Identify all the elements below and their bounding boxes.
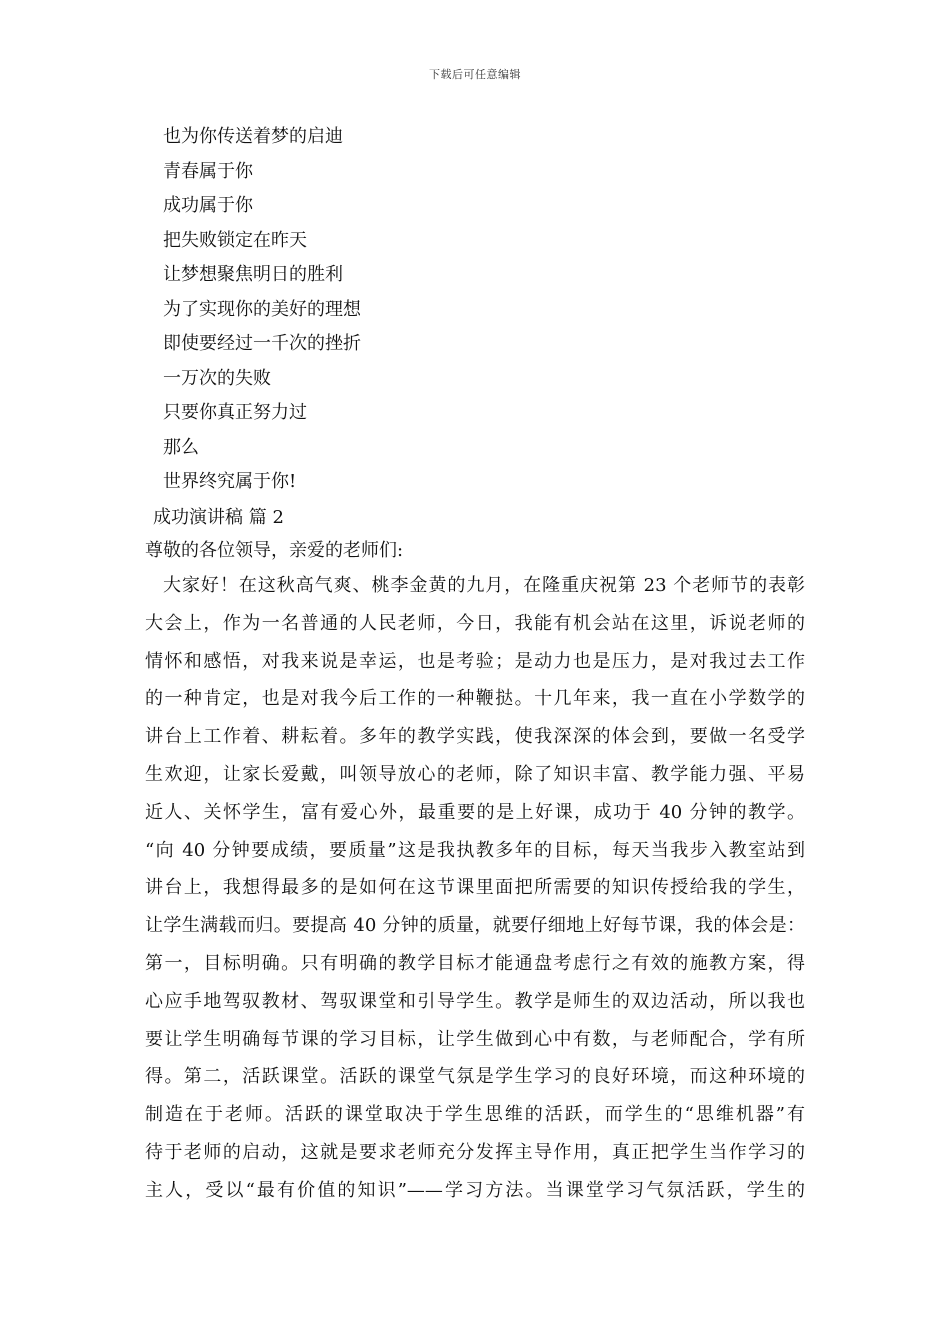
poem-line: 成功属于你 [163, 195, 253, 216]
body-line: 待于老师的启动，这就是要求老师充分发挥主导作用，真正把学生当作学习的 [145, 1141, 805, 1163]
salutation: 尊敬的各位领导，亲爱的老师们: [145, 540, 404, 561]
body-line: 心应手地驾驭教材、驾驭课堂和引导学生。教学是师生的双边活动，所以我也 [145, 990, 805, 1012]
body-line: 制造在于老师。活跃的课堂取决于学生思维的活跃，而学生的“思维机器”有 [145, 1104, 805, 1126]
poem-line: 一万次的失败 [163, 367, 271, 389]
body-line: 大家好！在这秋高气爽、桃李金黄的九月，在隆重庆祝第 23 个老师节的表彰 [163, 575, 805, 596]
body-line: 生欢迎，让家长爱戴，叫领导放心的老师，除了知识丰富、教学能力强、平易 [145, 763, 805, 785]
body-line: 主人，受以“最有价值的知识”——学习方法。当课堂学习气氛活跃，学生的 [145, 1179, 805, 1201]
body-line: “向 40 分钟要成绩，要质量”这是我执教多年的目标，每天当我步入教室站到 [145, 839, 805, 861]
poem-line: 世界终究属于你! [163, 471, 297, 492]
poem-line: 青春属于你 [163, 160, 253, 182]
poem-line: 只要你真正努力过 [163, 402, 307, 423]
poem-line: 即使要经过一千次的挫折 [163, 333, 361, 354]
body-line: 的一种肯定，也是对我今后工作的一种鞭挞。十几年来，我一直在小学数学的 [145, 688, 805, 710]
poem-line: 为了实现你的美好的理想 [163, 298, 361, 320]
body-line: 大会上，作为一名普通的人民老师，今日，我能有机会站在这里，诉说老师的 [145, 612, 805, 634]
body-paragraph [145, 567, 805, 1210]
body-line: 要让学生明确每节课的学习目标，让学生做到心中有数，与老师配合，学有所 [145, 1028, 805, 1050]
body-line: 第一，目标明确。只有明确的教学目标才能通盘考虑行之有效的施教方案，得 [145, 952, 805, 974]
section-title: 成功演讲稿 篇 2 [153, 507, 284, 528]
body-line: 情怀和感悟，对我来说是幸运，也是考验；是动力也是压力，是对我过去工作 [145, 650, 805, 672]
page-header-note: 下载后可任意编辑 [429, 68, 521, 81]
body-line: 近人、关怀学生，富有爱心外，最重要的是上好课，成功于 40 分钟的教学。 [145, 801, 805, 823]
poem-line: 也为你传送着梦的启迪 [163, 126, 343, 147]
poem-block [163, 120, 803, 500]
body-line: 得。第二，活跃课堂。活跃的课堂气氛是学生学习的良好环境，而这种环境的 [145, 1066, 805, 1088]
poem-line: 那么 [163, 436, 199, 458]
poem-line: 把失败锁定在昨天 [163, 229, 307, 251]
poem-line: 让梦想聚焦明日的胜利 [163, 264, 343, 285]
body-line: 讲台上工作着、耕耘着。多年的教学实践，使我深深的体会到，要做一名受学 [145, 726, 805, 748]
body-line: 让学生满载而归。要提高 40 分钟的质量，就要仔细地上好每节课，我的体会是： [145, 915, 805, 937]
body-line: 讲台上，我想得最多的是如何在这节课里面把所需要的知识传授给我的学生， [145, 877, 805, 899]
